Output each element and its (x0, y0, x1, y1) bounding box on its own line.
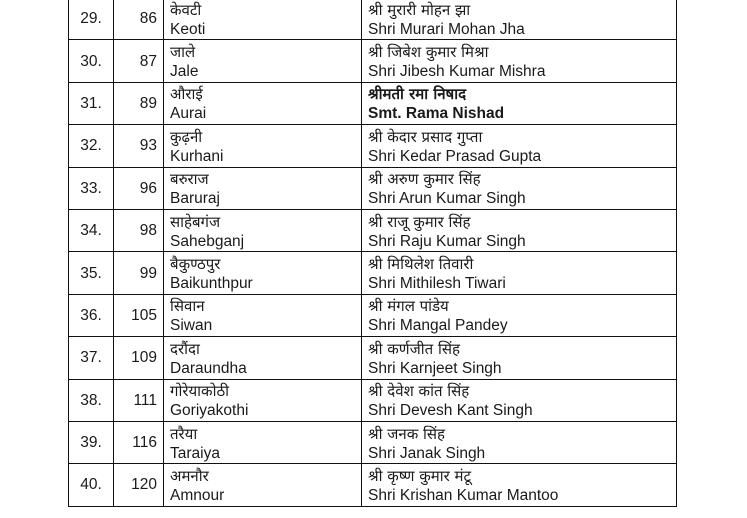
constituency-english: Taraiya (170, 444, 220, 462)
constituency-english: Aurai (170, 105, 207, 123)
constituency-english: Jale (170, 63, 199, 81)
serial-number: 35. (69, 252, 114, 294)
candidate-cell (362, 294, 677, 336)
constituency-hindi: बरुराज (170, 170, 209, 189)
candidate-hindi: श्री कर्णजीत सिंह (368, 339, 460, 358)
table-row (69, 40, 677, 82)
constituency-number: 93 (114, 125, 164, 167)
constituency-cell (164, 82, 362, 124)
serial-number: 36. (69, 294, 114, 336)
constituency-english: Baruraj (170, 190, 220, 208)
constituency-hindi: अमनौर (170, 466, 209, 485)
constituency-cell (164, 40, 362, 82)
candidate-hindi: श्री जिबेश कुमार मिश्रा (368, 43, 489, 62)
constituency-number: 86 (114, 0, 164, 40)
serial-number: 39. (69, 421, 114, 463)
table-row (69, 82, 677, 124)
constituency-english: Amnour (170, 486, 225, 504)
candidate-hindi: श्रीमती रमा निषाद (368, 85, 467, 104)
serial-number: 33. (69, 167, 114, 209)
candidate-english: Shri Jibesh Kumar Mishra (368, 63, 546, 81)
table-row (69, 421, 677, 463)
constituency-hindi: औराई (170, 85, 203, 104)
candidate-hindi: श्री मंगल पांडेय (368, 297, 449, 316)
serial-number: 32. (69, 125, 114, 167)
constituency-number: 96 (114, 167, 164, 209)
constituency-number: 116 (114, 421, 164, 463)
constituency-hindi: बैकुण्ठपुर (170, 255, 221, 274)
candidate-hindi: श्री कृष्ण कुमार मंटू (368, 466, 472, 485)
table-row (69, 125, 677, 167)
constituency-number: 87 (114, 40, 164, 82)
candidate-english: Smt. Rama Nishad (368, 105, 505, 123)
constituency-number: 89 (114, 82, 164, 124)
constituency-hindi: जाले (170, 43, 196, 62)
candidate-cell (362, 167, 677, 209)
candidate-cell (362, 252, 677, 294)
candidate-english: Shri Mangal Pandey (368, 317, 508, 335)
serial-number: 37. (69, 337, 114, 379)
constituency-hindi: सिवान (170, 297, 205, 316)
constituency-english: Daraundha (170, 359, 247, 377)
table-row (69, 464, 677, 506)
table-row (69, 0, 677, 40)
candidate-english: Shri Karnjeet Singh (368, 359, 502, 377)
constituency-cell (164, 209, 362, 251)
constituency-cell (164, 125, 362, 167)
constituency-hindi: कुढ़नी (170, 127, 203, 146)
constituency-cell (164, 337, 362, 379)
candidate-english: Shri Devesh Kant Singh (368, 402, 533, 420)
constituency-hindi: केवटी (170, 0, 202, 19)
serial-number: 30. (69, 40, 114, 82)
constituency-number: 99 (114, 252, 164, 294)
constituency-hindi: दरौंदा (170, 339, 200, 358)
constituency-english: Kurhani (170, 147, 224, 165)
candidate-english: Shri Janak Singh (368, 444, 486, 462)
table-row (69, 167, 677, 209)
constituency-cell (164, 421, 362, 463)
table-row (69, 379, 677, 421)
candidate-cell (362, 40, 677, 82)
constituency-english: Baikunthpur (170, 275, 253, 293)
candidate-hindi: श्री केदार प्रसाद गुप्ता (368, 127, 483, 146)
constituency-english: Sahebganj (170, 232, 245, 250)
serial-number: 34. (69, 209, 114, 251)
candidate-english: Shri Krishan Kumar Mantoo (368, 486, 559, 504)
constituency-hindi: गोरेयाकोठी (170, 382, 230, 401)
table-row (69, 209, 677, 251)
candidate-cell (362, 464, 677, 506)
candidate-cell (362, 337, 677, 379)
candidate-english: Shri Raju Kumar Singh (368, 232, 526, 250)
constituency-number: 98 (114, 209, 164, 251)
candidate-hindi: श्री मुरारी मोहन झा (368, 0, 471, 19)
constituency-hindi: साहेबगंज (170, 212, 221, 231)
constituency-english: Goriyakothi (170, 402, 249, 420)
table-row (69, 252, 677, 294)
serial-number: 31. (69, 82, 114, 124)
candidate-hindi: श्री अरुण कुमार सिंह (368, 170, 481, 189)
constituency-cell (164, 294, 362, 336)
table-row (69, 337, 677, 379)
candidate-english: Shri Mithilesh Tiwari (368, 275, 506, 293)
constituency-cell (164, 252, 362, 294)
candidate-table (68, 0, 677, 507)
serial-number: 38. (69, 379, 114, 421)
candidate-cell (362, 82, 677, 124)
constituency-number: 105 (114, 294, 164, 336)
candidate-cell (362, 421, 677, 463)
constituency-hindi: तरैया (170, 424, 198, 443)
constituency-cell (164, 167, 362, 209)
constituency-english: Keoti (170, 20, 206, 38)
candidate-hindi: श्री जनक सिंह (368, 424, 446, 443)
candidate-hindi: श्री देवेश कांत सिंह (368, 382, 470, 401)
candidate-english: Shri Arun Kumar Singh (368, 190, 526, 208)
constituency-cell (164, 464, 362, 506)
constituency-cell (164, 379, 362, 421)
constituency-number: 120 (114, 464, 164, 506)
candidate-english: Shri Murari Mohan Jha (368, 20, 525, 38)
constituency-number: 111 (114, 379, 164, 421)
candidate-hindi: श्री मिथिलेश तिवारी (368, 255, 474, 274)
candidate-cell (362, 379, 677, 421)
candidate-cell (362, 0, 677, 40)
constituency-cell (164, 0, 362, 40)
candidate-cell (362, 125, 677, 167)
candidate-english: Shri Kedar Prasad Gupta (368, 147, 542, 165)
serial-number: 40. (69, 464, 114, 506)
candidate-hindi: श्री राजू कुमार सिंह (368, 212, 471, 231)
serial-number: 29. (69, 0, 114, 40)
constituency-english: Siwan (170, 317, 213, 335)
constituency-number: 109 (114, 337, 164, 379)
table-row (69, 294, 677, 336)
candidate-cell (362, 209, 677, 251)
